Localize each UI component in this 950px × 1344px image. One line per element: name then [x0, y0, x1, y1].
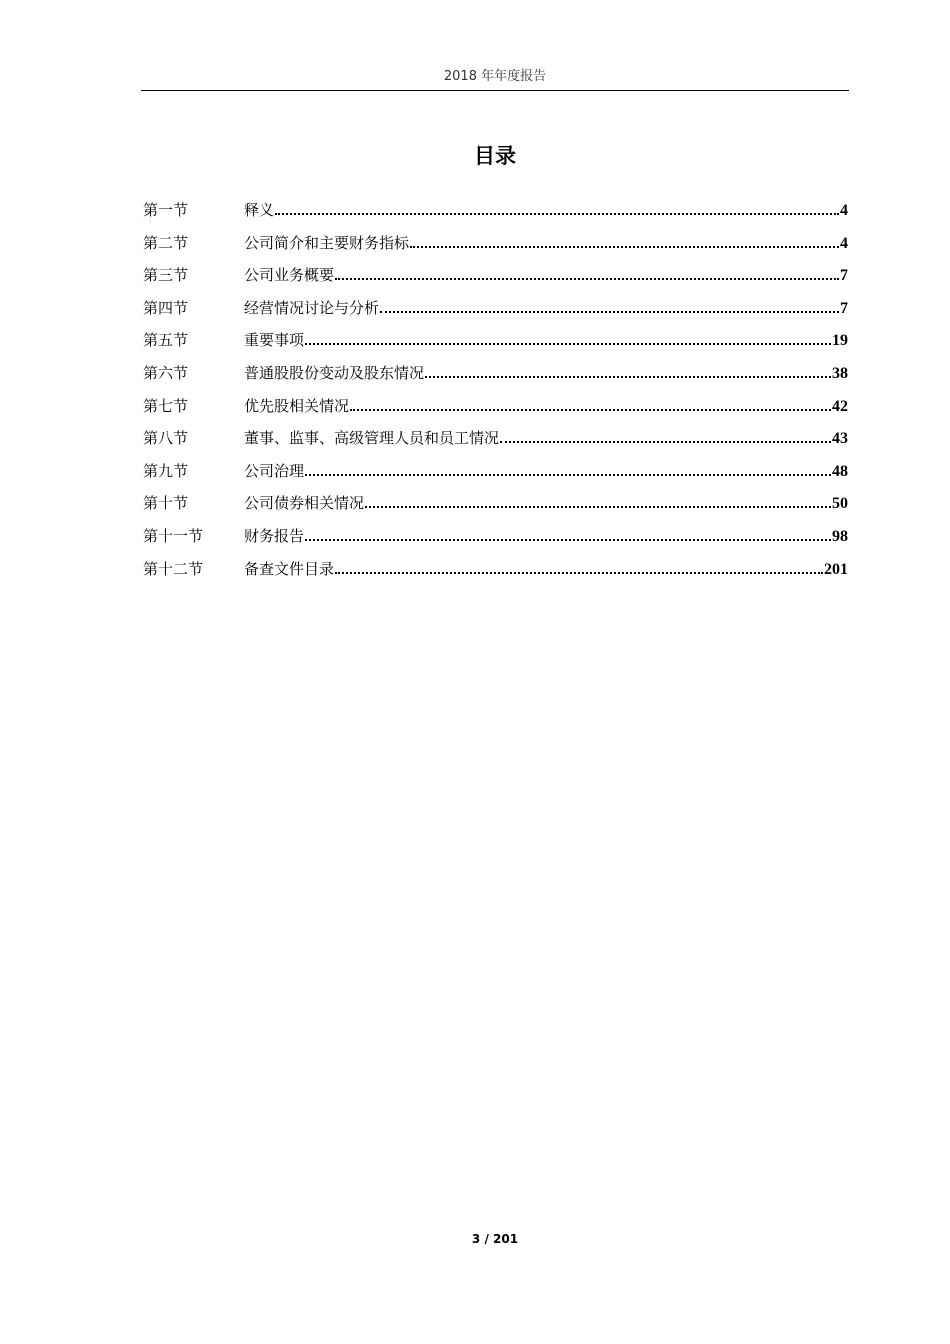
- toc-entry-title: 普通股股份变动及股东情况: [244, 363, 425, 382]
- page-footer: [141, 1230, 849, 1248]
- toc-row: [143, 491, 848, 524]
- toc-entry-link[interactable]: [244, 524, 848, 549]
- toc-entry-title: 释义: [244, 201, 275, 219]
- dot-leader: [380, 311, 839, 313]
- toc-section-number: 第二节: [143, 233, 189, 252]
- toc-page-number: 4: [840, 234, 848, 252]
- toc-section-number: 第十节: [143, 494, 189, 513]
- toc-row: [143, 394, 848, 427]
- toc-row: [143, 557, 848, 590]
- table-of-contents: [143, 198, 848, 589]
- toc-section-number: 第一节: [143, 201, 189, 219]
- page-number: 3 / 201: [471, 1232, 519, 1246]
- toc-entry-link[interactable]: [244, 459, 848, 484]
- toc-section-number: 第十二节: [143, 559, 204, 578]
- toc-page-number: 43: [832, 430, 848, 448]
- toc-entry-link[interactable]: [244, 426, 848, 451]
- toc-page-number: 7: [840, 267, 848, 285]
- toc-row: [143, 459, 848, 492]
- toc-section-number: 第十一节: [143, 526, 204, 545]
- toc-section-number: 第五节: [143, 331, 189, 350]
- dot-leader: [365, 506, 831, 508]
- dot-leader: [350, 409, 831, 411]
- toc-page-number: 201: [824, 560, 848, 578]
- toc-row: [143, 524, 848, 557]
- toc-page-number: 7: [840, 299, 848, 317]
- toc-page-number: 38: [832, 364, 848, 382]
- toc-section-number: 第七节: [143, 396, 189, 415]
- toc-entry-title: 公司治理: [244, 461, 305, 480]
- toc-entry-title: 优先股相关情况: [244, 396, 350, 415]
- toc-row: [143, 328, 848, 361]
- dot-leader: [410, 246, 839, 248]
- dot-leader: [305, 539, 831, 541]
- toc-entry-title: 重要事项: [244, 331, 305, 350]
- toc-section-number: 第四节: [143, 298, 189, 317]
- toc-page-number: 50: [832, 495, 848, 513]
- toc-page-number: 42: [832, 397, 848, 415]
- dot-leader: [500, 441, 831, 443]
- toc-page-number: 98: [832, 527, 848, 545]
- toc-entry-link[interactable]: [244, 557, 848, 582]
- toc-entry-link[interactable]: [244, 394, 848, 419]
- toc-section-number: 第八节: [143, 429, 189, 448]
- page-title: 目录: [474, 144, 516, 168]
- dot-leader: [275, 213, 839, 215]
- toc-entry-title: 公司债券相关情况: [244, 494, 365, 513]
- toc-row: [143, 296, 848, 329]
- toc-entry-title: 经营情况讨论与分析: [244, 298, 380, 317]
- toc-page-number: 48: [832, 462, 848, 480]
- toc-row: [143, 231, 848, 264]
- toc-entry-title: 公司业务概要: [244, 266, 335, 285]
- toc-page-number: 4: [840, 202, 848, 219]
- toc-entry-link[interactable]: [244, 296, 848, 321]
- toc-entry-title: 财务报告: [244, 526, 305, 545]
- toc-page-number: 19: [832, 332, 848, 350]
- toc-entry-link[interactable]: [244, 231, 848, 256]
- page-header: [141, 68, 849, 91]
- toc-entry-link[interactable]: [244, 198, 848, 223]
- toc-section-number: 第三节: [143, 266, 189, 285]
- toc-row: [143, 263, 848, 296]
- dot-leader: [305, 474, 831, 476]
- toc-entry-link[interactable]: [244, 361, 848, 386]
- header-text: 2018 年年度报告: [443, 69, 547, 84]
- toc-row: [143, 361, 848, 394]
- toc-entry-title: 公司简介和主要财务指标: [244, 233, 410, 252]
- toc-row: [143, 426, 848, 459]
- dot-leader: [335, 278, 839, 280]
- toc-entry-link[interactable]: [244, 328, 848, 353]
- toc-section-number: 第六节: [143, 363, 189, 382]
- toc-entry-link[interactable]: [244, 491, 848, 516]
- toc-section-number: 第九节: [143, 461, 189, 480]
- toc-entry-title: 备查文件目录: [244, 559, 335, 578]
- dot-leader: [425, 376, 831, 378]
- dot-leader: [305, 343, 831, 345]
- toc-row: [143, 198, 848, 231]
- toc-entry-link[interactable]: [244, 263, 848, 288]
- dot-leader: [335, 572, 823, 574]
- toc-entry-title: 董事、监事、高级管理人员和员工情况: [244, 429, 500, 448]
